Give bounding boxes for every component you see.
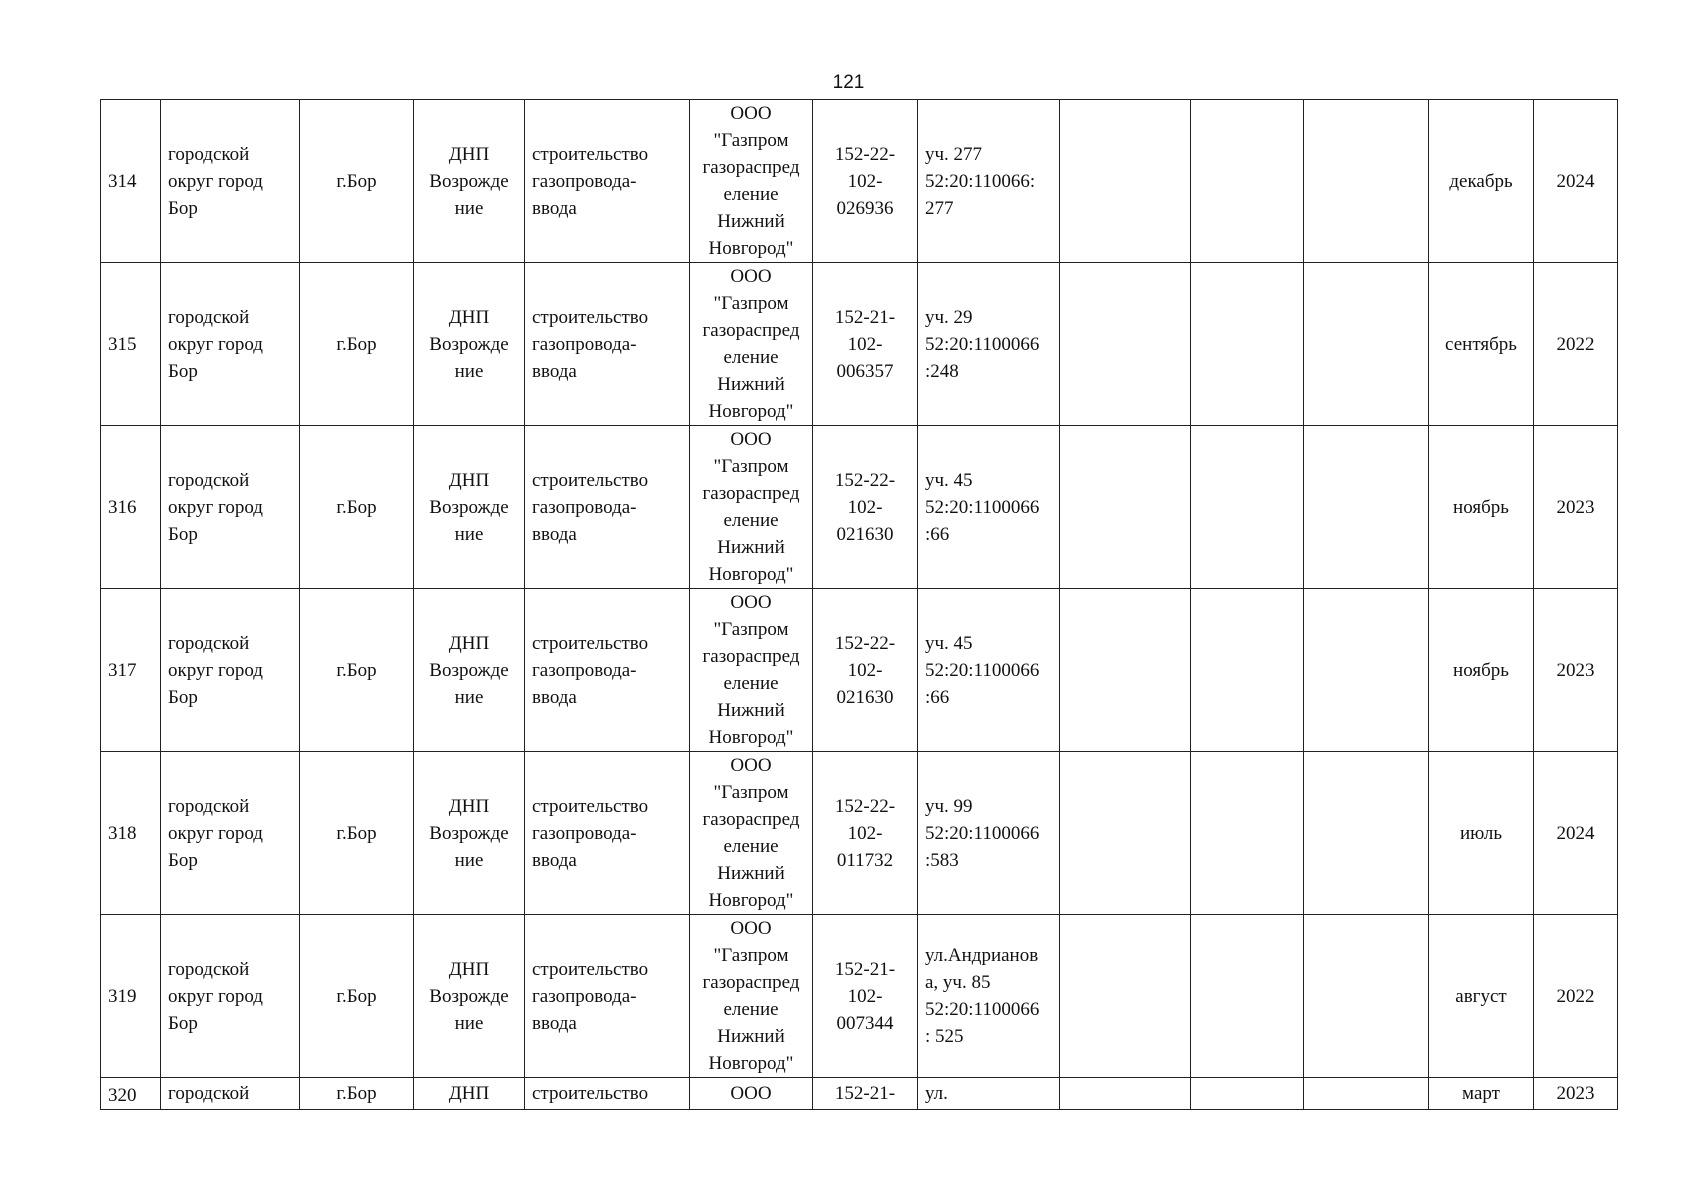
city-cell: г.Бор <box>300 263 414 426</box>
settlement-cell: ДНП Возрожде ние <box>414 752 525 915</box>
row-number: 315 <box>101 263 161 426</box>
settlement-cell: ДНП Возрожде ние <box>414 915 525 1078</box>
settlement-cell: ДНП Возрожде ние <box>414 426 525 589</box>
empty-cell <box>1304 915 1429 1078</box>
settlement-cell: ДНП <box>414 1078 525 1110</box>
organization-cell: ООО "Газпром газораспред еление Нижний Новгород" <box>690 100 813 263</box>
empty-cell <box>1304 426 1429 589</box>
empty-cell <box>1191 426 1304 589</box>
empty-cell <box>1060 426 1191 589</box>
city-cell: г.Бор <box>300 589 414 752</box>
row-number: 314 <box>101 100 161 263</box>
plot-cell: уч. 29 52:20:1100066 :248 <box>918 263 1060 426</box>
month-cell: ноябрь <box>1429 589 1534 752</box>
year-cell: 2023 <box>1534 589 1618 752</box>
empty-cell <box>1191 263 1304 426</box>
work-type-cell: строительство газопровода- ввода <box>525 915 690 1078</box>
application-code-cell: 152-22- 102- 021630 <box>813 426 918 589</box>
work-type-cell: строительство газопровода- ввода <box>525 100 690 263</box>
application-code-cell: 152-22- 102- 026936 <box>813 100 918 263</box>
organization-cell: ООО <box>690 1078 813 1110</box>
row-number: 318 <box>101 752 161 915</box>
year-cell: 2022 <box>1534 915 1618 1078</box>
city-cell: г.Бор <box>300 752 414 915</box>
municipality-cell: городской <box>161 1078 300 1110</box>
application-code-cell: 152-21- <box>813 1078 918 1110</box>
settlement-cell: ДНП Возрожде ние <box>414 100 525 263</box>
organization-cell: ООО "Газпром газораспред еление Нижний Новгород" <box>690 263 813 426</box>
table-row <box>101 915 1618 1078</box>
organization-cell: ООО "Газпром газораспред еление Нижний Новгород" <box>690 589 813 752</box>
work-type-cell: строительство газопровода- ввода <box>525 263 690 426</box>
settlement-cell: ДНП Возрожде ние <box>414 263 525 426</box>
plot-cell: уч. 277 52:20:110066: 277 <box>918 100 1060 263</box>
month-cell: март <box>1429 1078 1534 1110</box>
empty-cell <box>1191 752 1304 915</box>
municipality-cell: городской округ город Бор <box>161 100 300 263</box>
application-code-cell: 152-22- 102- 021630 <box>813 589 918 752</box>
empty-cell <box>1060 752 1191 915</box>
row-number: 317 <box>101 589 161 752</box>
empty-cell <box>1191 589 1304 752</box>
plot-cell: уч. 99 52:20:1100066 :583 <box>918 752 1060 915</box>
year-cell: 2024 <box>1534 752 1618 915</box>
application-code-cell: 152-21- 102- 007344 <box>813 915 918 1078</box>
month-cell: ноябрь <box>1429 426 1534 589</box>
empty-cell <box>1304 1078 1429 1110</box>
empty-cell <box>1304 752 1429 915</box>
empty-cell <box>1060 589 1191 752</box>
row-number: 316 <box>101 426 161 589</box>
plot-cell: ул. <box>918 1078 1060 1110</box>
city-cell: г.Бор <box>300 426 414 589</box>
empty-cell <box>1060 1078 1191 1110</box>
city-cell: г.Бор <box>300 1078 414 1110</box>
city-cell: г.Бор <box>300 100 414 263</box>
empty-cell <box>1060 915 1191 1078</box>
work-type-cell: строительство газопровода- ввода <box>525 752 690 915</box>
empty-cell <box>1304 100 1429 263</box>
register-table <box>100 99 1618 1110</box>
table-row <box>101 752 1618 915</box>
year-cell: 2023 <box>1534 1078 1618 1110</box>
month-cell: август <box>1429 915 1534 1078</box>
table-row <box>101 1078 1618 1110</box>
organization-cell: ООО "Газпром газораспред еление Нижний Новгород" <box>690 426 813 589</box>
city-cell: г.Бор <box>300 915 414 1078</box>
organization-cell: ООО "Газпром газораспред еление Нижний Новгород" <box>690 915 813 1078</box>
month-cell: июль <box>1429 752 1534 915</box>
work-type-cell: строительство <box>525 1078 690 1110</box>
plot-cell: ул.Андрианов а, уч. 85 52:20:1100066 : 525 <box>918 915 1060 1078</box>
municipality-cell: городской округ город Бор <box>161 263 300 426</box>
row-number: 319 <box>101 915 161 1078</box>
table-row <box>101 263 1618 426</box>
month-cell: сентябрь <box>1429 263 1534 426</box>
municipality-cell: городской округ город Бор <box>161 426 300 589</box>
empty-cell <box>1191 100 1304 263</box>
empty-cell <box>1191 915 1304 1078</box>
plot-cell: уч. 45 52:20:1100066 :66 <box>918 589 1060 752</box>
table-row <box>101 589 1618 752</box>
table-row <box>101 426 1618 589</box>
settlement-cell: ДНП Возрожде ние <box>414 589 525 752</box>
empty-cell <box>1191 1078 1304 1110</box>
row-number: 320 <box>101 1078 161 1110</box>
empty-cell <box>1060 100 1191 263</box>
work-type-cell: строительство газопровода- ввода <box>525 589 690 752</box>
empty-cell <box>1060 263 1191 426</box>
municipality-cell: городской округ город Бор <box>161 589 300 752</box>
year-cell: 2024 <box>1534 100 1618 263</box>
work-type-cell: строительство газопровода- ввода <box>525 426 690 589</box>
plot-cell: уч. 45 52:20:1100066 :66 <box>918 426 1060 589</box>
table-row <box>101 100 1618 263</box>
application-code-cell: 152-22- 102- 011732 <box>813 752 918 915</box>
month-cell: декабрь <box>1429 100 1534 263</box>
application-code-cell: 152-21- 102- 006357 <box>813 263 918 426</box>
page-number: 121 <box>832 72 865 93</box>
municipality-cell: городской округ город Бор <box>161 915 300 1078</box>
year-cell: 2023 <box>1534 426 1618 589</box>
municipality-cell: городской округ город Бор <box>161 752 300 915</box>
empty-cell <box>1304 263 1429 426</box>
empty-cell <box>1304 589 1429 752</box>
year-cell: 2022 <box>1534 263 1618 426</box>
organization-cell: ООО "Газпром газораспред еление Нижний Новгород" <box>690 752 813 915</box>
